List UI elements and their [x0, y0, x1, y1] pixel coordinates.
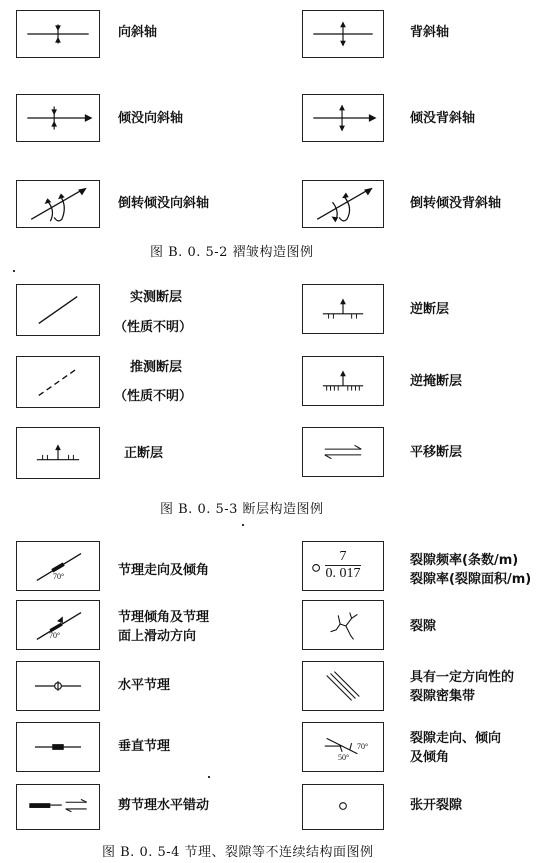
fissure-ratio-value: 0. 017 [325, 566, 361, 581]
inferred-fault-sub: （性质不明） [114, 389, 193, 404]
open-fissure-label: 张开裂隙 [410, 798, 463, 813]
joint-dip-slip-symbol [16, 600, 100, 650]
plunging-syncline-label: 倾没向斜轴 [118, 111, 184, 126]
overturned-plunging-anticline-label: 倒转倾没背斜轴 [410, 196, 502, 211]
joint-dip-angle: 70° [53, 572, 65, 581]
measured-fault-sub: （性质不明） [114, 320, 193, 335]
inferred-fault-symbol [16, 356, 100, 408]
syncline-axis-label: 向斜轴 [118, 25, 158, 40]
fissure-ratio-label: 裂隙率(裂隙面积/m) [410, 572, 532, 587]
fissure-angle-2: 70° [357, 742, 369, 751]
plunging-anticline-label: 倾没背斜轴 [410, 111, 476, 126]
fissure-angle-1: 50° [338, 753, 350, 762]
fissure-strike-dip-label-2: 及倾角 [410, 750, 450, 765]
strike-slip-fault-symbol [302, 427, 384, 477]
plunging-anticline-symbol [302, 94, 384, 142]
normal-fault-symbol [16, 427, 100, 479]
fissure-label: 裂隙 [410, 619, 437, 634]
horizontal-joint-symbol [16, 661, 100, 711]
inferred-fault-label: 推测断层 [130, 360, 183, 375]
fault-caption: 图 B. 0. 5-3 断层构造图例 [160, 502, 324, 517]
shear-joint-offset-label: 剪节理水平错动 [118, 798, 210, 813]
scan-speck [242, 524, 244, 526]
measured-fault-label: 实测断层 [130, 290, 183, 305]
scan-speck [13, 270, 15, 272]
horizontal-joint-label: 水平节理 [118, 678, 171, 693]
fissure-frequency-value: 7 [339, 549, 347, 564]
fold-caption: 图 B. 0. 5-2 褶皱构造图例 [150, 245, 314, 260]
fissure-zone-label-1: 具有一定方向性的 [410, 670, 515, 685]
joint-slip-angle: 70° [49, 631, 61, 640]
reverse-fault-label: 逆断层 [410, 302, 450, 317]
fissure-fraction [325, 549, 361, 582]
strike-slip-fault-label: 平移断层 [410, 445, 463, 460]
thrust-fault-label: 逆掩断层 [410, 374, 463, 389]
syncline-axis-symbol [16, 10, 100, 58]
open-fissure-symbol [302, 784, 384, 830]
fissure-symbol [302, 600, 384, 650]
anticline-axis-label: 背斜轴 [410, 25, 450, 40]
scan-speck [208, 776, 210, 778]
vertical-joint-symbol [16, 722, 100, 772]
overturned-plunging-anticline-symbol [302, 180, 384, 228]
joint-strike-dip-label: 节理走向及倾角 [118, 563, 210, 578]
vertical-joint-label: 垂直节理 [118, 739, 171, 754]
overturned-plunging-syncline-label: 倒转倾没向斜轴 [118, 196, 210, 211]
anticline-axis-symbol [302, 10, 384, 58]
plunging-syncline-symbol [16, 94, 100, 142]
fissure-zone-label-2: 裂隙密集带 [410, 689, 476, 704]
measured-fault-symbol [16, 284, 100, 336]
joint-dip-slip-label-1: 节理倾角及节理 [118, 610, 210, 625]
normal-fault-label: 正断层 [124, 446, 164, 461]
joint-strike-dip-symbol [16, 541, 100, 591]
reverse-fault-symbol [302, 284, 384, 334]
shear-joint-offset-symbol [16, 784, 100, 830]
joint-dip-slip-label-2: 面上滑动方向 [118, 629, 197, 644]
fissure-frequency-symbol [302, 541, 384, 591]
fissure-zone-symbol [302, 661, 384, 711]
fissure-strike-dip-symbol [302, 722, 384, 772]
overturned-plunging-syncline-symbol [16, 180, 100, 228]
fissure-strike-dip-label-1: 裂隙走向、倾向 [410, 731, 502, 746]
fissure-frequency-label: 裂隙频率(条数/m) [410, 553, 519, 568]
thrust-fault-symbol [302, 356, 384, 406]
joint-caption: 图 B. 0. 5-4 节理、裂隙等不连续结构面图例 [102, 845, 374, 860]
